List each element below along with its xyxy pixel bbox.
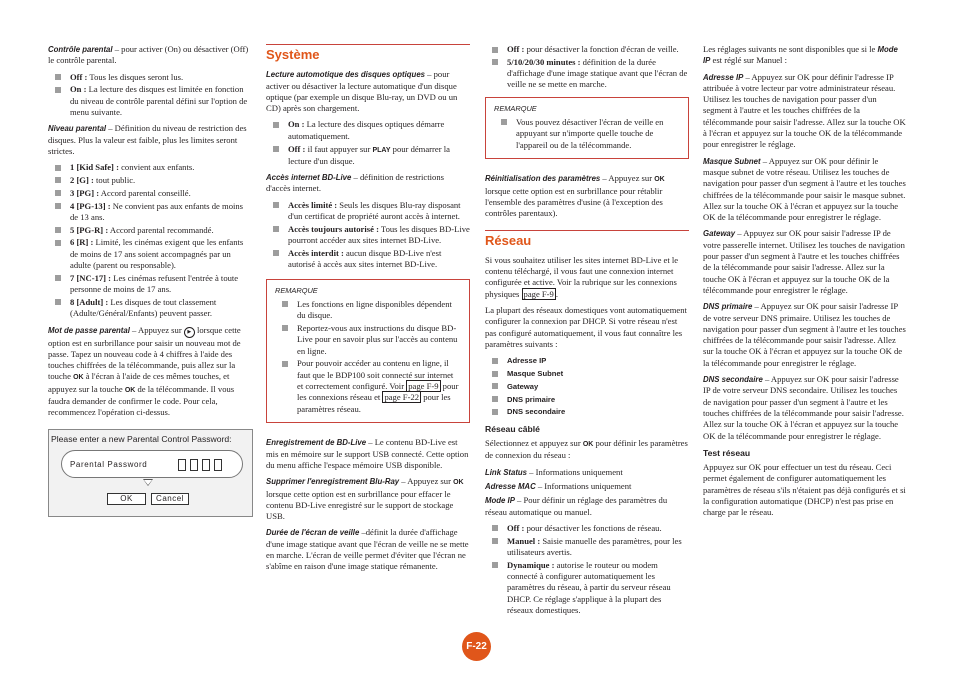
- parental-level-paragraph: Niveau parental – Définition du niveau de restriction des disques. Plus la valeur est faible, plus les limites seront strictes.: [48, 123, 247, 156]
- list-item: 7 [NC-17] : Les cinémas refusent l'entrée à toute personne de moins de 17 ans.: [48, 273, 253, 296]
- parental-level-term: Niveau parental: [48, 124, 107, 134]
- digit-box[interactable]: [214, 459, 222, 471]
- list-item: Accès interdit : aucun disque BD-Live n'est autorisé à accès aux sites internet BD-Live.: [266, 248, 470, 271]
- page-number: F-22: [462, 632, 491, 661]
- list-item: Off : Tous les disques seront lus.: [48, 72, 253, 83]
- column-2: [266, 44, 470, 578]
- autoplay-list: [266, 119, 470, 167]
- list-item: Pour pouvoir accéder au contenu en ligne, il faut que le BDP100 soit connecté sur internet et correctement configuré. Voir page F-9 pour les connexions réseau et page F-22 pour les paramètres réseau.: [275, 358, 461, 414]
- password-field[interactable]: [61, 450, 243, 478]
- parental-control-paragraph: Contrôle parental – pour activer (On) ou désactiver (Off) le contrôle parental.: [48, 44, 249, 66]
- bullet-icon: [273, 202, 279, 208]
- list-item: On : La lecture des disques optiques démarre automatiquement.: [266, 119, 470, 142]
- list-item: DNS secondaire: [485, 406, 689, 417]
- autoplay-paragraph: Lecture automotique des disques optiques – pour activer ou désactiver la lecture automatique d'un disque optique (par exemple un disque Blu-ray, un DVD ou un CD) après son chargement.: [266, 69, 458, 114]
- remark-list: [494, 117, 680, 151]
- list-item: Off : pour désactiver les fonctions de réseau.: [485, 523, 689, 534]
- subnet-mask-paragraph: Masque Subnet – Appuyez sur OK pour définir le masque subnet de votre réseau. Utilisez les touches de navigation pour passer d'un segment à l'autre et les touches chiffrées de la télécommande pour saisir le masque subnet. Allez sur la touche OK à l'écran et appuyez sur la touche OK de la télécommande pour enregistrer le réglage.: [703, 155, 906, 223]
- section-heading-systeme: Système: [266, 44, 470, 60]
- secondary-dns-paragraph: DNS secondaire – Appuyez sur OK pour saisir l'adresse IP de votre serveur DNS secondaire. Utilisez les touches de navigation pour passer d'un segment à l'autre et les touches chiffrées de la télécommande pour saisir l'adresse. Allez sur la touche OK à l'écran et appuyez sur la touche OK de la télécommande pour enregistrer le réglage.: [703, 374, 904, 441]
- bullet-icon: [55, 227, 61, 233]
- ip-address-term: Adresse IP: [703, 72, 744, 82]
- parental-password-term: Mot de passe parental: [48, 325, 130, 335]
- bullet-icon: [55, 190, 61, 196]
- page-reference-link[interactable]: page F-9: [408, 380, 439, 391]
- mac-address-paragraph: Adresse MAC – Informations uniquement: [485, 480, 632, 491]
- screensaver-term: Durée de l'écran de veille: [266, 528, 360, 538]
- list-item: 1 [Kid Safe] : convient aux enfants.: [48, 162, 253, 173]
- list-item: 5/10/20/30 minutes : définition de la durée d'affichage d'une image statique avant que l'écran de veille ne se mette en marche.: [485, 57, 689, 91]
- subnet-mask-term: Masque Subnet: [703, 156, 761, 166]
- bullet-icon: [492, 396, 498, 402]
- delete-storage-paragraph: Supprimer l'enregistrement Blu-Ray – Appuyez sur OK lorsque cette option est en surbrillance pour effacer le contenu BD-Live enregistré sur le support de stockage USB.: [266, 476, 464, 522]
- network-test-paragraph: Appuyez sur OK pour effectuer un test du réseau. Ceci permet également de configurer automatiquement les paramètres de réseau s'ils n'étaient pas déjà configurés et si la configuration automatique (DHCP) n'est pas prise en charge par le réseau.: [703, 462, 906, 518]
- parental-password-paragraph: Mot de passe parental – Appuyez sur ▶ lorsque cette option est en surbrillance pour saisir un nouveau mot de passe. Tapez un nouveau code à 4 chiffres à l'aide des touches chiffrées de la télécommande, puis allez sur la touche OK à l'écran à l'aide de ces mêmes touches, et appuyez sur la touche OK de la télécommande. Il vous faudra demander de confirmer le code. Pour cela, recommencez l'opération ci-dessus.: [48, 324, 241, 418]
- list-item: Dynamique : autorise le routeur ou modem connecté à configurer automatiquement les paramètres du réseau, à partir du serveur réseau DHCP. Ce réglage s'applique à la plupart des réseaux domestiques.: [485, 560, 689, 616]
- list-item: 4 [PG-13] : Ne convient pas aux enfants de moins de 13 ans.: [48, 201, 253, 224]
- ok-button[interactable]: OK: [107, 493, 146, 505]
- bullet-icon: [492, 409, 498, 415]
- bullet-icon: [492, 383, 498, 389]
- network-intro-paragraph: Si vous souhaitez utiliser les sites internet BD-Live et le contenu téléchargé, il vous faut une connexion internet configurée et active. Voir la rubrique sur les connexions physiques page F-9 .: [485, 254, 679, 299]
- page-reference-link[interactable]: page F-9: [523, 288, 554, 299]
- ip-mode-term: Mode IP: [485, 496, 515, 506]
- primary-dns-paragraph: DNS primaire – Appuyez sur OK pour saisir l'adresse IP de votre serveur DNS primaire. Utilisez les touches de navigation pour passer d'un segment à l'autre et les touches chiffrées de la télécommande pour saisir l'adresse. Allez sur la touche OK à l'écran et appuyez sur la touche OK de la télécommande pour enregistrer le réglage.: [703, 301, 906, 368]
- reset-paragraph: Réinitialisation des paramètres – Appuyez sur OK lorsque cette option est en surbrillance pour rétablir l'ensemble des paramètres d'usine (à l'exception des contrôles parentaux).: [485, 173, 665, 219]
- bullet-icon: [282, 325, 288, 331]
- ip-address-paragraph: Adresse IP – Appuyez sur OK pour définir l'adresse IP attribuée à votre lecteur par votre administrateur réseau. Utilisez les touches de navigation pour passer d'un segment à l'autre et les touches chiffrées de la télécommande pour saisir l'adresse. Allez sur la touche OK à l'écran et appuyez sur la touche OK de la télécommande pour enregistrer le réglage.: [703, 71, 906, 150]
- bullet-icon: [55, 240, 61, 246]
- bullet-icon: [492, 525, 498, 531]
- list-item: Vous pouvez désactiver l'écran de veille en appuyant sur n'importe quelle touche de l'appareil ou de la télécommande.: [494, 117, 680, 151]
- remark-box: [485, 97, 689, 160]
- network-test-heading: Test réseau: [703, 447, 751, 458]
- bullet-icon: [55, 74, 61, 80]
- autoplay-term: Lecture automotique des disques optiques: [266, 70, 425, 80]
- bullet-icon: [492, 59, 498, 65]
- bullet-icon: [492, 47, 498, 53]
- list-item: 2 [G] : tout public.: [48, 175, 253, 186]
- delete-storage-term: Supprimer l'enregistrement Blu-Ray: [266, 477, 400, 487]
- bullet-icon: [282, 301, 288, 307]
- remark-title: REMARQUE: [275, 285, 318, 295]
- bullet-icon: [55, 275, 61, 281]
- dhcp-paragraph: La plupart des réseaux domestiques vont automatiquement configurer la connexion par DHCP. Si votre réseau n'est pas configuré automatiquement, il vous faut connaître les paramètres suivants :: [485, 305, 687, 349]
- primary-dns-term: DNS primaire: [703, 302, 753, 312]
- gateway-term: Gateway: [703, 229, 736, 239]
- password-digit-boxes[interactable]: [178, 459, 226, 474]
- remark-list: [275, 299, 461, 415]
- parental-control-term: Contrôle parental: [48, 45, 113, 54]
- list-item: Off : pour désactiver la fonction d'écran de veille.: [485, 44, 689, 55]
- list-item: Adresse IP: [485, 355, 689, 366]
- bdlive-access-list: [266, 200, 470, 271]
- digit-box[interactable]: [202, 459, 210, 471]
- list-item: Accès limité : Seuls les disques Blu-ray disposant d'un certificat de propriété auront accès à internet.: [266, 200, 470, 223]
- list-item: On : La lecture des disques est limitée en fonction du niveau de contrôle parental défini sur l'option de menu suivante.: [48, 84, 253, 118]
- column-3: [485, 44, 689, 621]
- list-item: 5 [PG-R] : Accord parental recommandé.: [48, 225, 253, 236]
- down-arrow-icon: [143, 479, 153, 486]
- bullet-icon: [273, 146, 279, 152]
- list-item: Manuel : Saisie manuelle des paramètres, pour les utilisateurs avertis.: [485, 536, 689, 559]
- bullet-icon: [55, 203, 61, 209]
- parental-level-list: [48, 162, 253, 319]
- list-item: Reportez-vous aux instructions du disque BD-Live pour en savoir plus sur l'accès au contenu en ligne.: [275, 323, 461, 357]
- bullet-icon: [55, 165, 61, 171]
- list-item: 3 [PG] : Accord parental conseillé.: [48, 188, 253, 199]
- digit-box[interactable]: [190, 459, 198, 471]
- page-reference-link[interactable]: page F-22: [384, 392, 420, 403]
- section-heading-reseau: Réseau: [485, 230, 689, 246]
- bullet-icon: [501, 119, 507, 125]
- bullet-icon: [273, 250, 279, 256]
- wired-network-paragraph: Sélectionnez et appuyez sur OK pour définir les paramètres de connexion du réseau :: [485, 438, 688, 461]
- list-item: DNS primaire: [485, 394, 689, 405]
- list-item: Accès toujours autorisé : Tous les disques BD-Live pourront accéder aux sites internet BD-Live.: [266, 224, 470, 247]
- bdlive-storage-term: Enregistrement de BD-Live: [266, 438, 367, 448]
- play-icon: ▶: [184, 327, 195, 338]
- dialog-title: Please enter a new Parental Control Password:: [51, 433, 232, 444]
- secondary-dns-term: DNS secondaire: [703, 375, 763, 385]
- bullet-icon: [492, 358, 498, 364]
- list-item: Off : il faut appuyer sur PLAY pour démarrer la lecture d'un disque.: [266, 144, 470, 168]
- column-4: [703, 44, 906, 524]
- parental-control-list: [48, 72, 253, 119]
- bullet-icon: [492, 371, 498, 377]
- remark-title: REMARQUE: [494, 103, 537, 113]
- bullet-icon: [282, 361, 288, 367]
- bdlive-access-paragraph: Accès internet BD-Live – définition de restrictions d'accès internet.: [266, 172, 444, 194]
- password-dialog: [48, 429, 253, 517]
- list-item: Les fonctions en ligne disponibles dépendent du disque.: [275, 299, 461, 322]
- manual-settings-intro: Les réglages suivants ne sont disponibles que si le Mode IP est réglé sur Manuel :: [703, 44, 898, 66]
- digit-box[interactable]: [178, 459, 186, 471]
- password-field-label: Parental Password: [70, 459, 148, 469]
- ip-mode-paragraph: Mode IP – Pour définir un réglage des paramètres du réseau automatique ou manuel.: [485, 495, 668, 517]
- reset-term: Réinitialisation des paramètres: [485, 174, 601, 184]
- screensaver-list: [485, 44, 689, 91]
- network-params-list: [485, 355, 689, 417]
- mac-address-term: Adresse MAC: [485, 481, 536, 491]
- list-item: Masque Subnet: [485, 368, 689, 379]
- remark-box: [266, 279, 470, 424]
- bdlive-access-term: Accès internet BD-Live: [266, 173, 352, 183]
- cancel-button[interactable]: Cancel: [151, 493, 189, 505]
- column-1: [48, 44, 253, 517]
- bullet-icon: [273, 226, 279, 232]
- ip-mode-list: [485, 523, 689, 616]
- bullet-icon: [55, 177, 61, 183]
- wired-network-heading: Réseau câblé: [485, 423, 540, 434]
- screensaver-paragraph: Durée de l'écran de veille –définit la durée d'affichage d'une image statique avant que l'écran de veille ne se mette en marche. L'écran de veille permet d'éviter que l'écran ne s'abîme en raison d'une image statique rémanente.: [266, 527, 469, 572]
- bullet-icon: [492, 562, 498, 568]
- link-status-paragraph: Link Status – Informations uniquement: [485, 466, 623, 477]
- list-item: Gateway: [485, 381, 689, 392]
- bullet-icon: [273, 122, 279, 128]
- link-status-term: Link Status: [485, 467, 528, 477]
- bullet-icon: [55, 87, 61, 93]
- list-item: 8 [Adult] : Les disques de tout classement (Adulte/Général/Enfants) peuvent passer.: [48, 297, 253, 320]
- gateway-paragraph: Gateway – Appuyez sur OK pour saisir l'adresse IP de votre passerelle internet. Utilisez les touches de navigation pour passer d'un segment à l'autre et les touches chiffrées de la télécommande pour saisir l'adresse. Allez sur la touche OK à l'écran et appuyez sur la touche OK de la télécommande pour enregistrer le réglage.: [703, 228, 905, 295]
- list-item: 6 [R] : Limité, les cinémas exigent que les enfants de moins de 17 ans soient accompagnés par un adulte (parent ou responsable).: [48, 237, 253, 271]
- bullet-icon: [492, 538, 498, 544]
- bullet-icon: [55, 299, 61, 305]
- bdlive-storage-paragraph: Enregistrement de BD-Live – Le contenu BD-Live est mis en mémoire sur le support USB connecté. Cette option du menu affiche l'espace mémoire USB disponible.: [266, 437, 469, 470]
